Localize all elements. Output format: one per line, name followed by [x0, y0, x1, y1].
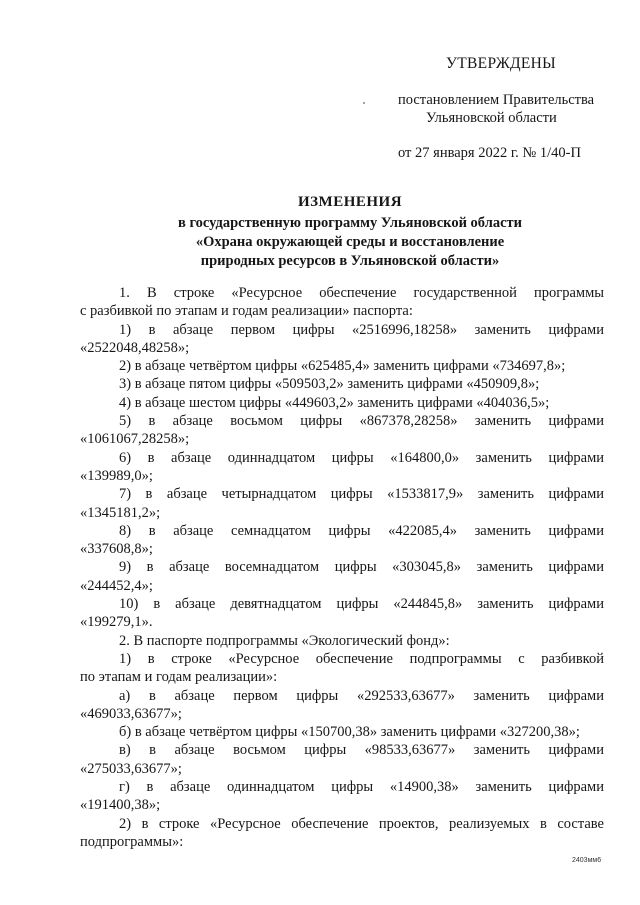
- text-line: 4) в абзаце шестом цифры «449603,2» заменить цифрами «404036,5»;: [119, 394, 550, 411]
- text-line: 3) в абзаце пятом цифры «509503,2» заменить цифрами «450909,8»;: [119, 376, 540, 393]
- decree-line: Ульяновской области: [426, 110, 557, 126]
- text-line: б) в абзаце четвёртом цифры «150700,38» заменить цифрами «327200,38»;: [119, 724, 580, 741]
- text-line: подпрограммы»:: [80, 833, 184, 850]
- decree-date: от 27 января 2022 г. № 1/40-П: [398, 145, 581, 161]
- text-line: «1345181,2»;: [80, 504, 161, 521]
- text-line: 1) в абзаце первом цифры «2516996,18258» заменить цифрами: [119, 321, 604, 338]
- text-line: 2. В паспорте подпрограммы «Экологический фонд»:: [119, 632, 450, 649]
- approval-heading: УТВЕРЖДЕНЫ: [446, 55, 556, 72]
- document-title: ИЗМЕНЕНИЯ: [297, 194, 403, 210]
- text-line: 2) в абзаце четвёртом цифры «625485,4» заменить цифрами «734697,8»;: [119, 358, 566, 375]
- document-body: [80, 284, 604, 851]
- text-line: с разбивкой по этапам и годам реализации» паспорта:: [80, 303, 413, 320]
- decree-line: постановлением Правительства: [398, 92, 595, 108]
- text-line: 5) в абзаце восьмом цифры «867378,28258» заменить цифрами: [119, 413, 604, 430]
- text-line: по этапам и годам реализации»:: [80, 669, 278, 686]
- text-line: а) в абзаце первом цифры «292533,63677» заменить цифрами: [119, 687, 604, 704]
- scan-speck: [363, 102, 365, 104]
- document-subtitle: природных ресурсов в Ульяновской области»: [200, 253, 500, 269]
- document-subtitle: в государственную программу Ульяновской области: [177, 215, 522, 231]
- text-line: г) в абзаце одиннадцатом цифры «14900,38» заменить цифрами: [119, 779, 604, 796]
- text-line: 9) в абзаце восемнадцатом цифры «303045,8» заменить цифрами: [119, 559, 604, 576]
- text-line: «337608,8»;: [80, 541, 153, 558]
- text-line: 6) в абзаце одиннадцатом цифры «164800,0» заменить цифрами: [119, 449, 604, 466]
- text-line: «244452,4»;: [80, 577, 153, 594]
- text-line: 2) в строке «Ресурсное обеспечение проектов, реализуемых в составе: [119, 815, 604, 832]
- text-line: 8) в абзаце семнадцатом цифры «422085,4» заменить цифрами: [119, 522, 604, 539]
- text-line: «1061067,28258»;: [80, 431, 190, 448]
- text-line: 7) в абзаце четырнадцатом цифры «1533817,9» заменить цифрами: [119, 486, 604, 503]
- document-subtitle: «Охрана окружающей среды и восстановление: [195, 234, 505, 250]
- text-line: 10) в абзаце девятнадцатом цифры «244845,8» заменить цифрами: [119, 596, 604, 613]
- text-line: «2522048,48258»;: [80, 339, 190, 356]
- text-line: 1. В строке «Ресурсное обеспечение государственной программы: [119, 285, 604, 301]
- page-footer-code: 2403мм6: [572, 857, 602, 864]
- text-line: «469033,63677»;: [80, 705, 182, 722]
- text-line: «199279,1».: [80, 614, 153, 631]
- text-line: «275033,63677»;: [80, 760, 182, 777]
- text-line: 1) в строке «Ресурсное обеспечение подпрограммы с разбивкой: [119, 650, 604, 667]
- text-line: «139989,0»;: [80, 467, 153, 484]
- text-line: «191400,38»;: [80, 797, 161, 814]
- text-line: в) в абзаце восьмом цифры «98533,63677» заменить цифрами: [119, 742, 604, 759]
